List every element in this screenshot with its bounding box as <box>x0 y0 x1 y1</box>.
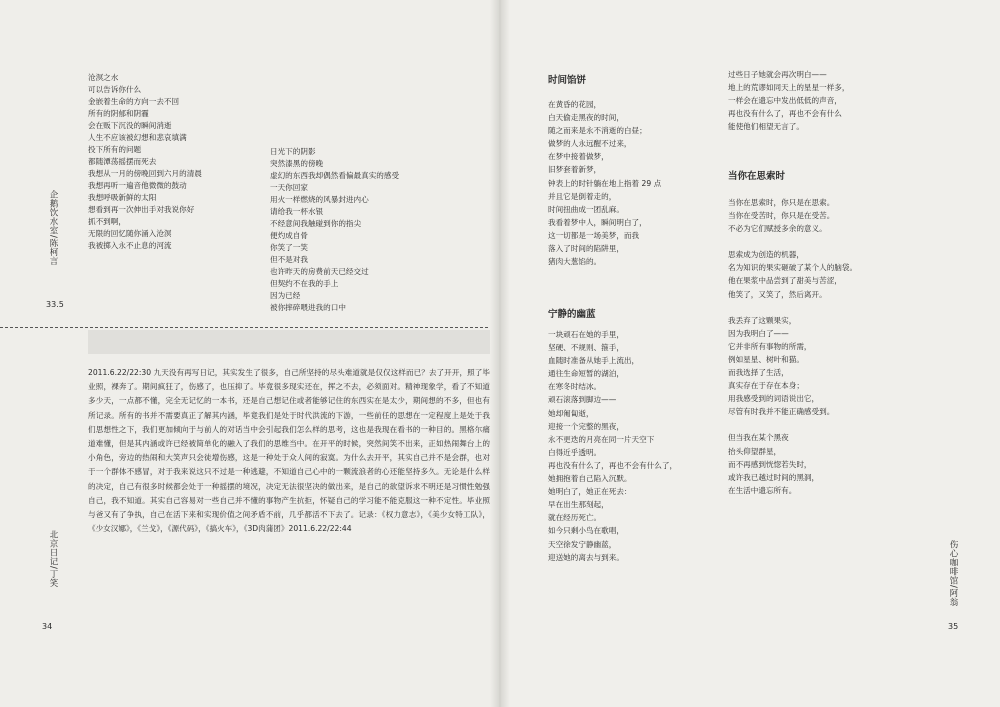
poem-line: 突然漆黑的傍晚 <box>270 159 324 168</box>
poem-line: 我想再听一遍音他微微的鼓动 <box>88 181 187 190</box>
right-page <box>502 0 1000 707</box>
poem-line: 我被掷入永不止息的河流 <box>88 241 172 250</box>
poem-line: 我想从一月的傍晚回到六月的清晨 <box>88 169 202 178</box>
poem-line: 想看到再一次伸出手对我说你好 <box>88 205 195 214</box>
poem-line: 天空徐发宁静幽蓝， <box>548 539 617 549</box>
poem-line: 用我感受到的词语说出它， <box>728 394 820 404</box>
poem2-title: 宁静的幽蓝 <box>548 309 596 320</box>
poem-line: 在梦中接着做梦， <box>548 152 609 162</box>
poem-line: 白得近乎透明。 <box>548 447 602 457</box>
poem-line: 不经意间我触碰到你的指尖 <box>270 219 362 228</box>
poem-line: 再也没有什么了，再也不会有什么 <box>728 109 842 119</box>
poem-line: 思索成为创造的机器， <box>728 250 804 260</box>
poem-line: 这一切都是一场美梦，而我 <box>548 230 640 240</box>
poem-line: 迎送她的离去与到来。 <box>548 552 624 562</box>
poem-line: 能使他们相望无言了。 <box>728 122 804 132</box>
poem-line: 早在出生那刻起， <box>548 500 609 510</box>
poem-line: 沧溟之水 <box>88 73 119 82</box>
poem-line: 不必为它们赋授多余的意义。 <box>728 224 827 234</box>
poem-line: 地上的荒谬如同天上的星星一样多， <box>728 83 850 93</box>
poem-line: 抓不到啊， <box>88 217 126 226</box>
poem-line: 过些日子她就会再次明白—— <box>728 70 827 79</box>
poem-line: 我丢弃了这颗果实， <box>728 315 797 325</box>
poem-line: 在生活中遗忘所有。 <box>728 485 797 495</box>
poem-line: 他笑了，又笑了，然后离开。 <box>728 289 827 299</box>
poem-line: 白天偷走黑夜的时间， <box>548 113 624 123</box>
poem-line: 如今只剩小鸟在歌唱， <box>548 526 624 536</box>
poem-line: 但当我在某个黑夜 <box>728 433 789 443</box>
poem-line: 随之而来是永不消逝的白昼； <box>548 126 647 136</box>
poem-line: 而不再感到恍惚若失时， <box>728 459 812 469</box>
poem-line: 她明白了，她正在死去： <box>548 487 632 497</box>
poem-column-1 <box>88 72 202 252</box>
poem-line: 你笑了一笑 <box>270 243 308 252</box>
poem-line: 在寒冬时结冰。 <box>548 382 602 392</box>
poem-line: 一块顽石在她的手里， <box>548 330 624 339</box>
poem-line: 但契约不在我的手上 <box>270 279 339 288</box>
poem-line: 可以告诉你什么 <box>88 85 142 94</box>
poem-line: 他在果浆中品尝到了甜美与苦涩， <box>728 276 842 286</box>
poem-line: 一天你回家 <box>270 183 308 192</box>
poem-line: 无限的回忆随你涌入沧溟 <box>88 229 172 238</box>
left-bottom-label: 北京日记/丁笑 <box>48 530 58 588</box>
poem-line: 当你在思索时，你只是在思索。 <box>728 198 835 207</box>
right-page-number: 35 <box>948 622 959 631</box>
poem-line: 她拥抱着自己陷入沉默。 <box>548 474 632 484</box>
poem-line: 用火一样燃烧的风暴封进内心 <box>270 195 369 204</box>
poem1-continuation <box>728 68 850 133</box>
left-page <box>0 0 498 707</box>
poem-line: 因为已经 <box>270 291 301 300</box>
poem-line: 日光下的阴影 <box>270 147 316 156</box>
poem-line: 它并非所有事物的所需， <box>728 341 812 351</box>
poem2-body <box>548 328 677 564</box>
poem-line: 抬头仰望群星， <box>728 446 782 456</box>
poem-line: 会在贩下沉没的瞬间消逝 <box>88 121 172 130</box>
poem3-title: 当你在思索时 <box>728 171 786 182</box>
poem-line: 做梦的人永远醒不过来， <box>548 139 632 149</box>
poem-line: 虚幻的东西我却偶然看偏最真实的感受 <box>270 171 400 180</box>
poem-line: 钟表上的时针躺在地上指着 29 点 <box>548 178 662 188</box>
poem-line: 在黄昏的花园， <box>548 100 602 109</box>
section-divider <box>0 327 498 328</box>
poem-line: 落入了时间的陷阱里， <box>548 244 624 254</box>
left-side-label: 企鹅饮水室/陈柯言 <box>48 190 58 266</box>
poem-line: 永不更迭的月亮在同一片天空下 <box>548 434 655 444</box>
poem-line: 当你在受苦时，你只是在受苦。 <box>728 211 835 221</box>
poem-line: 尽管有时我并不能正确感受到。 <box>728 407 835 417</box>
left-page-number: 34 <box>42 622 53 631</box>
poem-line: 便灼成自骨 <box>270 231 308 240</box>
poem-line: 就在经历死亡。 <box>548 513 602 523</box>
poem1-body <box>548 98 661 268</box>
poem-line: 并且它是倒着走的， <box>548 191 617 201</box>
poem-line: 被你摔碎喂进我的口中 <box>270 303 346 312</box>
poem-line: 通往生命短暂的湖泊， <box>548 369 624 379</box>
book-gutter <box>490 0 510 707</box>
poem-line: 她却匍匐逝， <box>548 408 594 418</box>
poem-line: 请给我一杯水银 <box>270 207 324 216</box>
poem-line: 迎接一个完整的黑夜， <box>548 421 624 431</box>
shaded-band <box>88 330 498 354</box>
poem3-body <box>728 196 857 497</box>
stanza-gap <box>728 418 857 431</box>
poem1-title: 时间馅饼 <box>548 75 587 86</box>
poem-line: 或许我已越过时间的黑洞， <box>728 472 820 482</box>
poem-line: 金嵌着生命的方向一去不回 <box>88 97 180 106</box>
poem-line: 顽石滚落到脚边—— <box>548 395 617 405</box>
stanza-gap <box>728 235 857 248</box>
poem-line: 再也没有什么了，再也不会有什么了， <box>548 460 678 470</box>
poem-line: 坚硬、不规则、箍手， <box>548 343 624 353</box>
poem-line: 投下所有的问题 <box>88 145 142 154</box>
poem-line: 旧梦套着新梦， <box>548 165 602 175</box>
poem-line: 猪肉大葱馅的。 <box>548 257 602 267</box>
poem-line: 名为知识的果实砸破了某个人的脑袋。 <box>728 263 858 273</box>
poem-line: 也许昨天的房费前天已经交过 <box>270 267 369 276</box>
poem-line: 所有的阴郁和阴霾 <box>88 109 149 118</box>
stanza-gap <box>728 301 857 314</box>
right-side-label: 伤心咖啡馆/阿翁 <box>948 540 958 607</box>
poem-line: 一样会在遗忘中发出低低的声音， <box>728 96 842 106</box>
poem-line: 都随潭荡摇摆而死去 <box>88 157 157 166</box>
journal-entry: 2011.6.22/22:30 九天没有再写日记，其实发生了很多，自己所坚持的尽头难道就是仅仅这样而已？去了开开，照了毕业照，裸奔了。期间疯狂了，伤感了，也压抑了。毕竟很多现实还在，挥之不去，必须面对。精神现象学，看了不知道多少天，一点都不懂，完全无记忆的一本书，还是自己想记住或者能够记住的东西实在是太少，期间想的不多，但也有所记录。所有的书并不需要真正了解其内涵，毕竟我们是处于时代洪流的下游，一些前任的思想在一定程度上是处于我们思想性之下，我们更加倾向于与前人的对话当中会引起我们怎么样的思考，这也是我现在看书的一种目的。黑格尔痛道难懂，但是其内涵或许已经被简单化的融入了我们的思维当中。在开平的时候，突然间笑不出来，正如热闹舞台上的小角色，旁边的热闹和大笑声只会徒增伤感，这是一种处于众人间的寂寞。为什么去开平，其实自己并不是会群，也对于一个群体不感冒，对于我来说这只不过是一种逃避，不知道自己心中的一颗流浪者的心还能坚持多久。无论是什么样的决定，自己有很多时候都会处于一种摇摆的境况，决定无法很坚决的做出来，是自己的欲望诉求不明还是习惯性勉强自己，我不知道。其实自己容易对一些自己并不懂的事物产生抗拒，怀疑自己的学习能不能克服这一种不定性。毕业照与爸又有了争执，自己在活下来和实现价值之间矛盾不前，几乎都活不下去了。记录：《权力意志》，《美少女特工队》，《少女汉娜》，《兰戈》，《源代码》，《搞火车》，《3D肉蒲团》2011.6.22/22:44 <box>88 368 490 534</box>
poem-line: 因为我明白了—— <box>728 328 789 338</box>
poem-line: 例如星星、树叶和猫。 <box>728 354 804 364</box>
poem-line: 但不是对我 <box>270 255 308 264</box>
poem-line: 而我选择了生活， <box>728 368 789 378</box>
poem-line: 人生不应该被幻想和悲哀填满 <box>88 133 187 142</box>
poem-line: 时间扭曲成一团乱麻。 <box>548 204 624 214</box>
poem-line: 血随时准备从她手上流出， <box>548 356 640 366</box>
poem-line: 我想呼吸新鲜的太阳 <box>88 193 157 202</box>
section-number: 33.5 <box>46 300 64 309</box>
poem-line: 真实存在于存在本身； <box>728 381 804 391</box>
poem-line: 我看着梦中人，瞬间明白了， <box>548 217 647 227</box>
poem-column-2 <box>270 146 399 314</box>
